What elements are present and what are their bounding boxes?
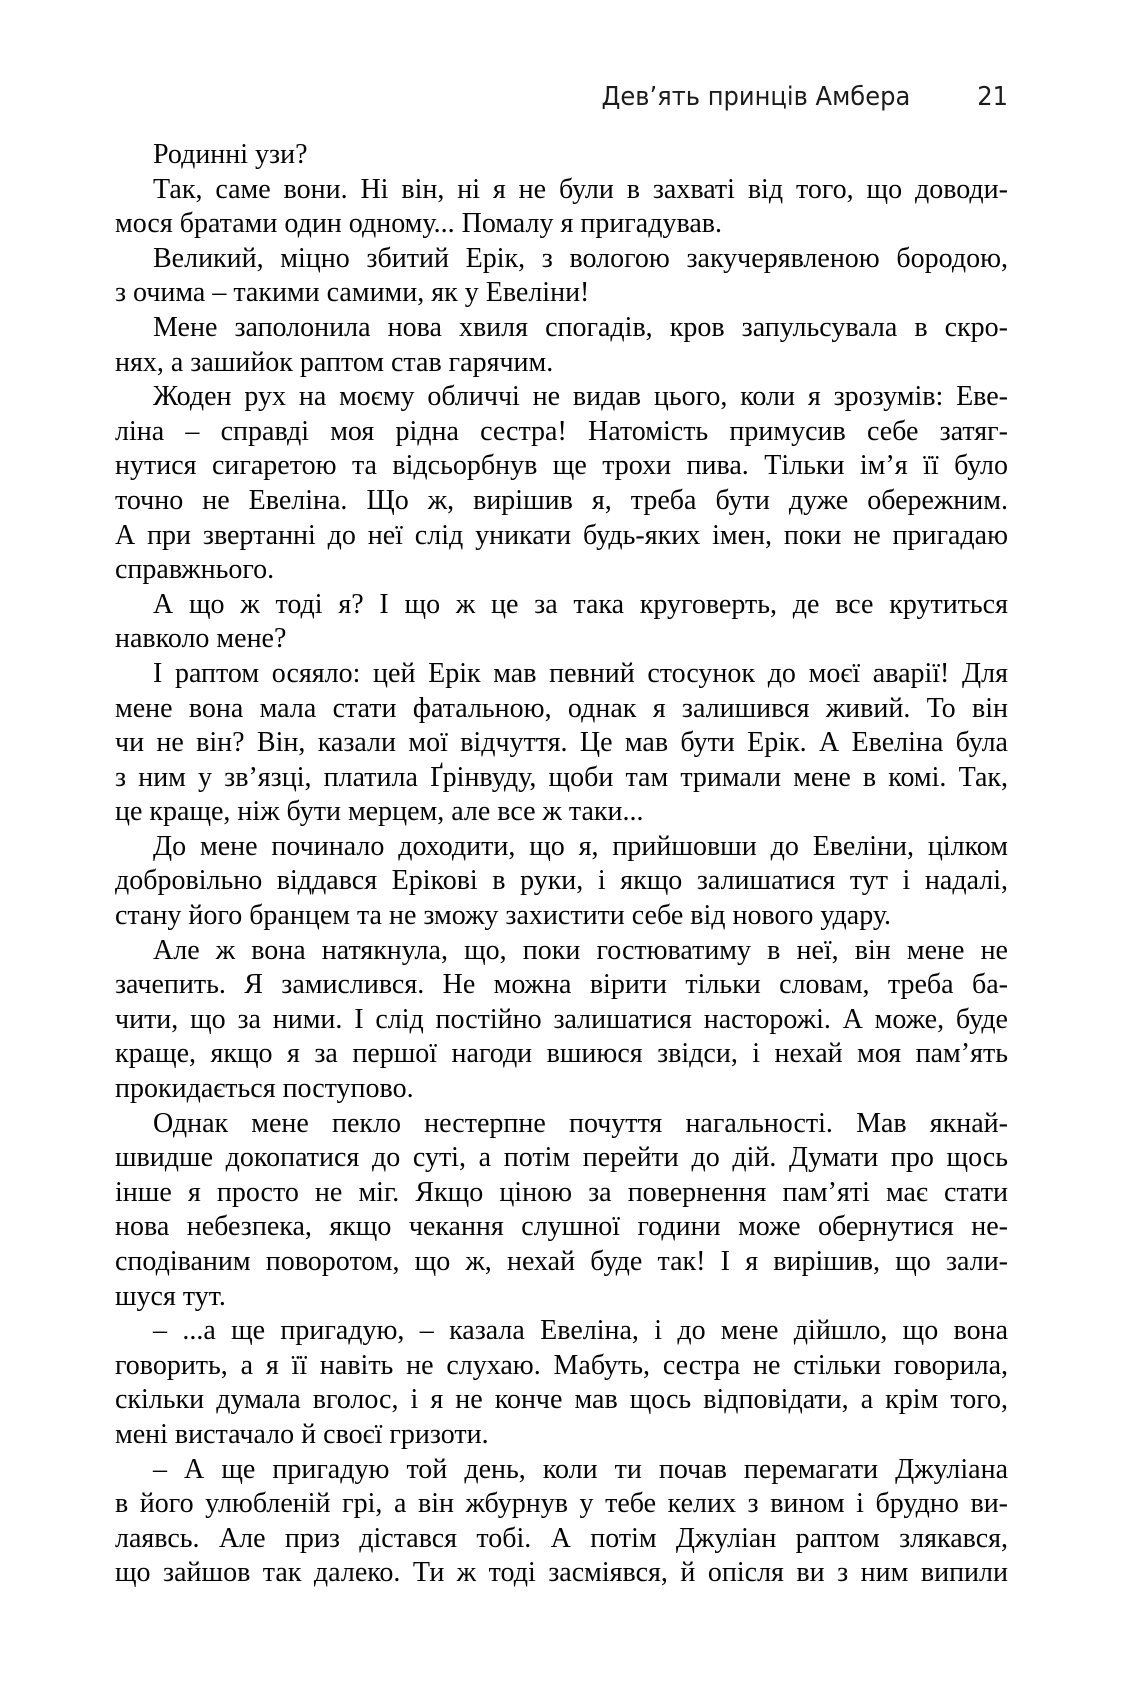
text-line: До мене починало доходити, що я, прийшовши до Евеліни, цілком bbox=[153, 830, 1008, 862]
text-line: – ...а ще пригадую, – казала Евеліна, і до мене дійшло, що вона bbox=[153, 1315, 1008, 1347]
paragraph bbox=[115, 1453, 1008, 1591]
text-line: мені вистачало й своєї гризоти. bbox=[115, 1418, 489, 1450]
text-line: А при звертанні до неї слід уникати будь-яких імен, поки не пригадаю bbox=[115, 519, 1008, 551]
paragraph bbox=[115, 657, 1008, 830]
text-line: сподіваним поворотом, що ж, нехай буде так! І я вирішив, що зали- bbox=[115, 1246, 1008, 1277]
text-line: Так, саме вони. Ні він, ні я не були в захваті від того, що доводи- bbox=[153, 173, 1008, 205]
text-line: краще, якщо я за першої нагоди вшиюся звідси, і нехай моя пам’ять bbox=[115, 1038, 1008, 1070]
text-line: ліна – справді моя рідна сестра! Натомість примусив себе затяг- bbox=[115, 415, 1008, 447]
paragraph bbox=[115, 588, 1008, 657]
text-line: нова небезпека, якщо чекання слушної години може обернутися не- bbox=[115, 1211, 1008, 1243]
running-title: Дев’ять принців Амбера bbox=[601, 82, 911, 112]
text-line: Великий, міцно збитий Ерік, з вологою закучерявленою бородою, bbox=[153, 242, 1008, 274]
text-line: нях, а зашийок раптом став гарячим. bbox=[115, 346, 554, 378]
text-line: зачепить. Я замислився. Не можна вірити тільки словам, треба ба- bbox=[115, 969, 1008, 1001]
text-line: навколо мене? bbox=[115, 623, 287, 655]
text-line: точно не Евеліна. Що ж, вирішив я, треба бути дуже обережним. bbox=[115, 484, 1008, 516]
text-line: з очима – такими самими, як у Евеліни! bbox=[115, 277, 590, 309]
text-line: Родинні узи? bbox=[153, 139, 308, 170]
text-line: це краще, ніж бути мерцем, але все ж таки... bbox=[115, 796, 644, 828]
text-line: швидше докопатися до суті, а потім перейти до дій. Думати про щось bbox=[115, 1142, 1008, 1174]
text-line: Однак мене пекло нестерпне почуття нагальності. Мав якнай- bbox=[153, 1107, 1008, 1139]
text-line: шуся тут. bbox=[115, 1280, 226, 1312]
text-line: – А ще пригадую той день, коли ти почав перемагати Джуліана bbox=[153, 1453, 1008, 1485]
text-line: Жоден рух на моєму обличчі не видав цього, коли я зрозумів: Еве- bbox=[153, 381, 1008, 413]
text-line: лаявсь. Але приз дістався тобі. А потім Джуліан раптом злякався, bbox=[115, 1522, 1008, 1554]
text-line: добровільно віддався Ерікові в руки, і якщо залишатися тут і надалі, bbox=[115, 865, 1008, 897]
text-line: мося братами один одному... Помалу я пригадував. bbox=[115, 208, 722, 240]
text-line: справжнього. bbox=[115, 554, 275, 586]
text-line: стану його бранцем та не зможу захистити себе від нового удару. bbox=[115, 900, 892, 932]
page-text bbox=[115, 138, 1008, 1591]
text-line: Мене заполонила нова хвиля спогадів, кров запульсувала в скро- bbox=[153, 311, 1008, 343]
text-line: в його улюбленій грі, а він жбурнув у тебе келих з вином і брудно ви- bbox=[115, 1488, 1008, 1520]
text-line: А що ж тоді я? І що ж це за така круговерть, де все крутиться bbox=[153, 588, 1008, 620]
text-line: інше я просто не міг. Якщо ціною за повернення пам’яті має стати bbox=[115, 1176, 1008, 1208]
text-line: чи не він? Він, казали мої відчуття. Це мав бути Ерік. А Евеліна була bbox=[115, 727, 1008, 759]
paragraph bbox=[115, 380, 1008, 588]
paragraph bbox=[115, 138, 1008, 173]
paragraph bbox=[115, 1314, 1008, 1452]
text-line: що зайшов так далеко. Ти ж тоді засміявся, й опісля ви з ним випили bbox=[115, 1557, 1008, 1589]
text-line: І раптом осяяло: цей Ерік мав певний стосунок до моєї аварії! Для bbox=[153, 657, 1008, 689]
paragraph bbox=[115, 830, 1008, 934]
paragraph bbox=[115, 1107, 1008, 1315]
paragraph bbox=[115, 934, 1008, 1107]
text-line: з ним у зв’язці, платила Ґрінвуду, щоби там тримали мене в комі. Так, bbox=[115, 761, 1008, 793]
text-line: Але ж вона натякнула, що, поки гостюватиму в неї, він мене не bbox=[153, 934, 1008, 966]
text-line: скільки думала вголос, і я не конче мав щось відповідати, а крім того, bbox=[115, 1384, 1008, 1416]
paragraph bbox=[115, 311, 1008, 380]
paragraph bbox=[115, 173, 1008, 242]
paragraph bbox=[115, 242, 1008, 311]
text-line: мене вона мала стати фатальною, однак я залишився живий. То він bbox=[115, 692, 1008, 724]
text-line: говорить, а я її навіть не слухаю. Мабуть, сестра не стільки говорила, bbox=[115, 1349, 1008, 1381]
page-number: 21 bbox=[977, 82, 1008, 112]
text-line: прокидається поступово. bbox=[115, 1073, 414, 1105]
running-header bbox=[178, 82, 1008, 112]
text-line: чити, що за ними. І слід постійно залишатися насторожі. А може, буде bbox=[115, 1003, 1008, 1035]
text-line: нутися сигаретою та відсьорбнув ще трохи пива. Тільки ім’я її було bbox=[115, 450, 1008, 482]
